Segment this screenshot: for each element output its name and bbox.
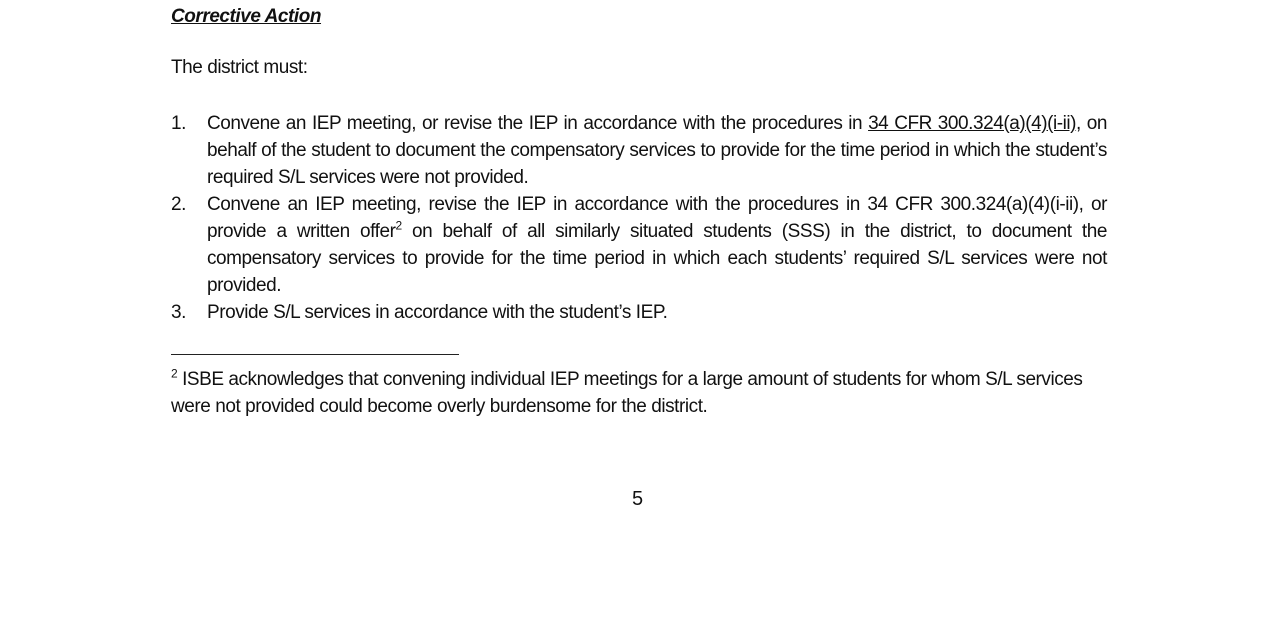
item-number: 3. <box>171 302 186 323</box>
item-number: 1. <box>171 113 186 134</box>
footnote-ref: 2 <box>395 218 402 233</box>
footnote-divider <box>171 354 459 355</box>
section-heading: Corrective Action <box>171 6 322 27</box>
list-item <box>171 299 1107 326</box>
page-number: 5 <box>632 488 644 510</box>
item-text: on behalf of all similarly situated students (SSS) in the district, to document the compensatory services to provide for the time period in which each students’ required S/L services were not provided. <box>207 221 1107 296</box>
cfr-link[interactable]: 34 CFR 300.324(a)(4)(i-ii) <box>868 113 1077 134</box>
intro-text: The district must: <box>171 57 308 78</box>
item-number: 2. <box>171 194 186 215</box>
item-text: Convene an IEP meeting, or revise the IEP in accordance with the procedures in <box>207 113 869 134</box>
footnote-mark: 2 <box>171 366 178 381</box>
corrective-action-list <box>171 110 1107 326</box>
item-text: , on behalf of the student to document the compensatory services to provide for the time period in which the student’s required S/L services were not provided. <box>207 113 1107 188</box>
list-item <box>171 110 1107 191</box>
item-text: Convene an IEP meeting, revise the IEP in accordance with the procedures in 34 CFR 300.324(a)(4)(i-ii), or provide a written offer <box>207 194 1107 242</box>
item-text: Provide S/L services in accordance with the student’s IEP. <box>207 302 668 323</box>
footnote-text: ISBE acknowledges that convening individual IEP meetings for a large amount of students for whom S/L services were not provided could become overly burdensome for the district. <box>171 369 1083 417</box>
list-item <box>171 191 1107 299</box>
footnote <box>171 366 1107 420</box>
